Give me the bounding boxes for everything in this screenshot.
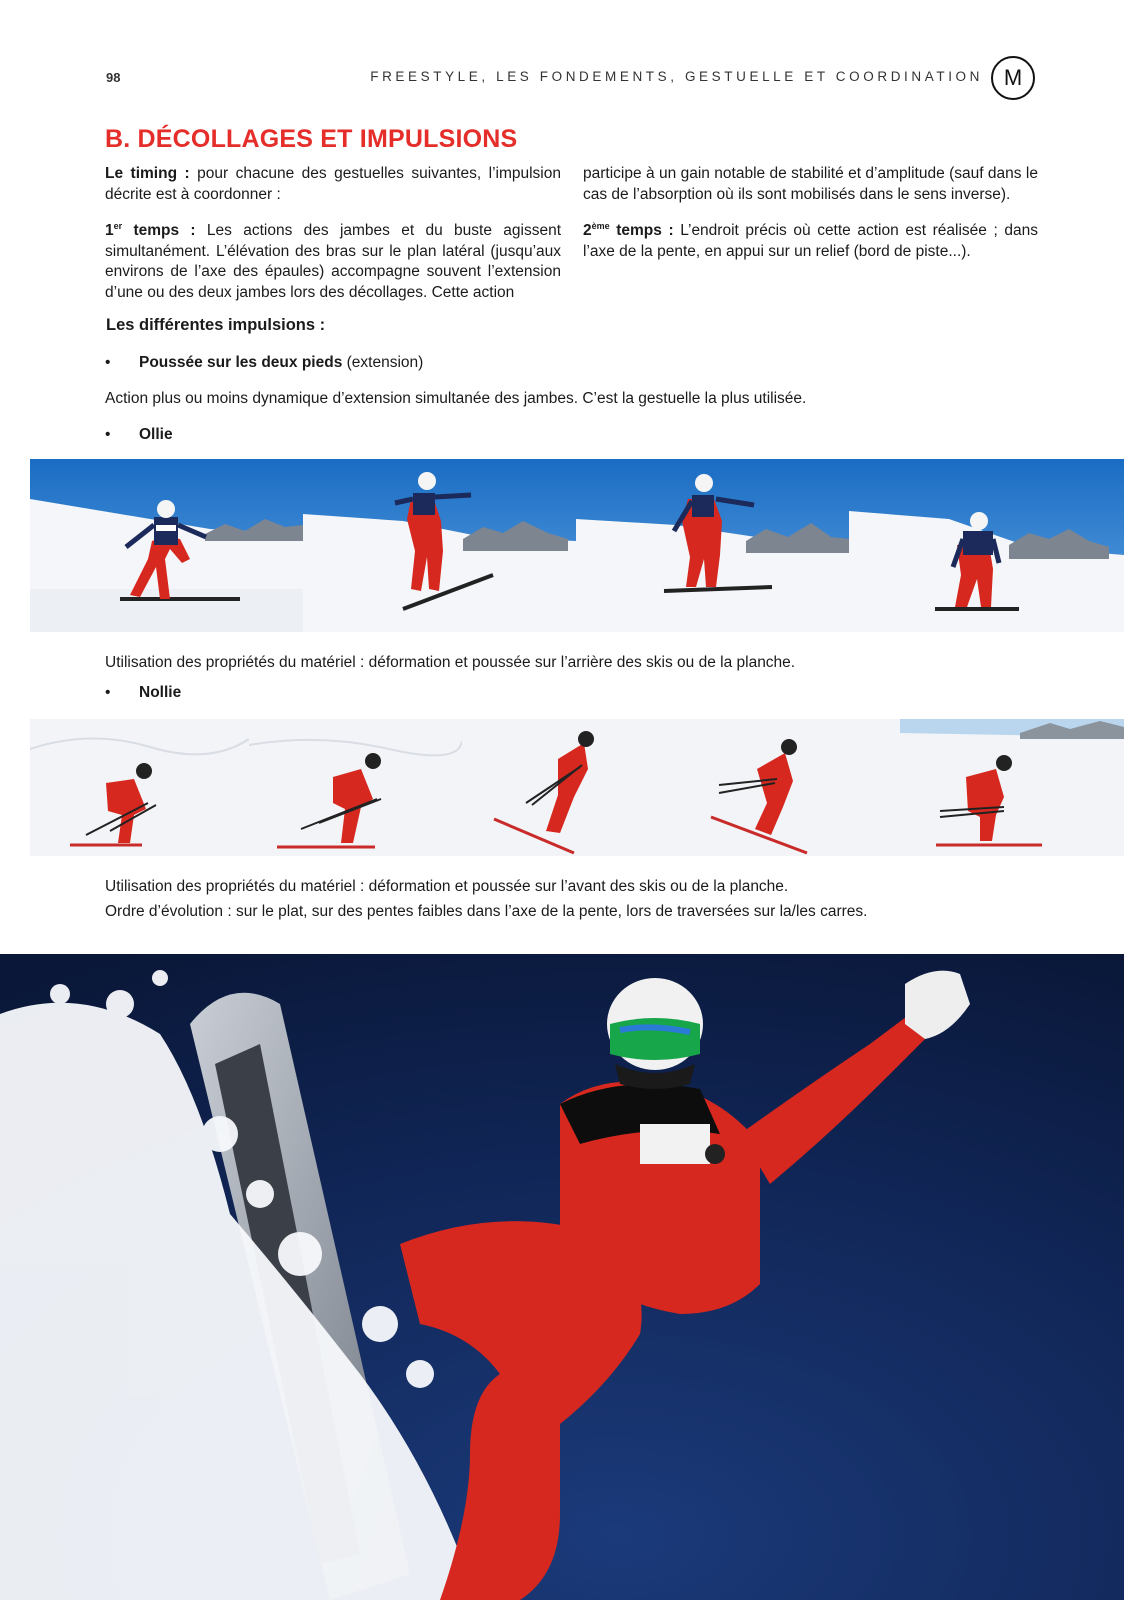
second-time-paragraph: [583, 221, 1038, 262]
second-time-label: 2ème temps :: [583, 220, 674, 239]
evolution-order: Ordre d’évolution : sur le plat, sur des pentes faibles dans l’axe de la pente, lors de traversées sur la/les carres.: [105, 903, 868, 920]
second-time-text: L’endroit précis où cette action est réalisée ; dans l’axe de la pente, en appui sur un relief (bord de piste...).: [583, 222, 1038, 260]
ollie-description: Utilisation des propriétés du matériel : déformation et poussée sur l’arrière des skis ou de la planche.: [105, 654, 796, 671]
bullet-ollie: [105, 426, 173, 444]
page-number: 98: [106, 70, 121, 85]
push-description: Action plus ou moins dynamique d’extension simultanée des jambes. C’est la gestuelle la plus utilisée.: [105, 390, 807, 407]
ollie-photo-1: [30, 459, 303, 632]
first-time-paragraph: [105, 221, 561, 303]
push-suffix: (extension): [342, 354, 424, 371]
intro-right-column: [583, 164, 1038, 278]
first-time-continued: participe à un gain notable de stabilité et d’amplitude (sauf dans le cas de l’absorption où ils sont mobilisés dans le sens inverse).: [583, 165, 1038, 203]
bullet-push: [105, 354, 423, 372]
snowboarder-hero-photo: [0, 954, 1124, 1600]
nollie-photo-2: [249, 719, 462, 856]
running-title: FREESTYLE, LES FONDEMENTS, GESTUELLE ET COORDINATION: [370, 69, 983, 84]
ollie-photo-4: [849, 459, 1124, 632]
nollie-photo-4: [681, 719, 900, 856]
nollie-photo-strip: [30, 719, 1124, 856]
bullet-dot: •: [105, 354, 111, 371]
nollie-description: Utilisation des propriétés du matériel : déformation et poussée sur l’avant des skis ou de la planche.: [105, 878, 789, 895]
first-time-label: 1er temps :: [105, 220, 196, 239]
push-label: Poussée sur les deux pieds: [139, 354, 343, 371]
brand-logo: [991, 56, 1035, 100]
nollie-photo-1: [30, 719, 249, 856]
bullet-nollie: [105, 684, 181, 702]
bullet-dot: •: [105, 426, 111, 443]
ollie-photo-2: [303, 459, 576, 632]
bullet-dot: •: [105, 684, 111, 701]
ollie-photo-3: [576, 459, 849, 632]
timing-label: Le timing :: [105, 165, 190, 182]
nollie-photo-5: [900, 719, 1124, 856]
nollie-photo-3: [462, 719, 681, 856]
first-time-text: Les actions des jambes et du buste agissent simultanément. L’élévation des bras sur le plan latéral (jusqu’aux environs de l’axe des épaules) accompagne souvent l’extension d’une ou des deux jambes lors des décollages. Cette action: [105, 222, 561, 301]
ollie-label: Ollie: [139, 426, 173, 443]
impulsions-heading: Les différentes impulsions :: [106, 316, 326, 334]
section-title: B. DÉCOLLAGES ET IMPULSIONS: [105, 125, 518, 153]
timing-paragraph: [105, 164, 561, 205]
ollie-photo-strip: [30, 459, 1124, 632]
logo-letter: M: [1003, 65, 1023, 90]
nollie-label: Nollie: [139, 684, 182, 701]
timing-text: pour chacune des gestuelles suivantes, l’impulsion décrite est à coordonner :: [105, 165, 561, 203]
intro-left-column: [105, 164, 561, 319]
